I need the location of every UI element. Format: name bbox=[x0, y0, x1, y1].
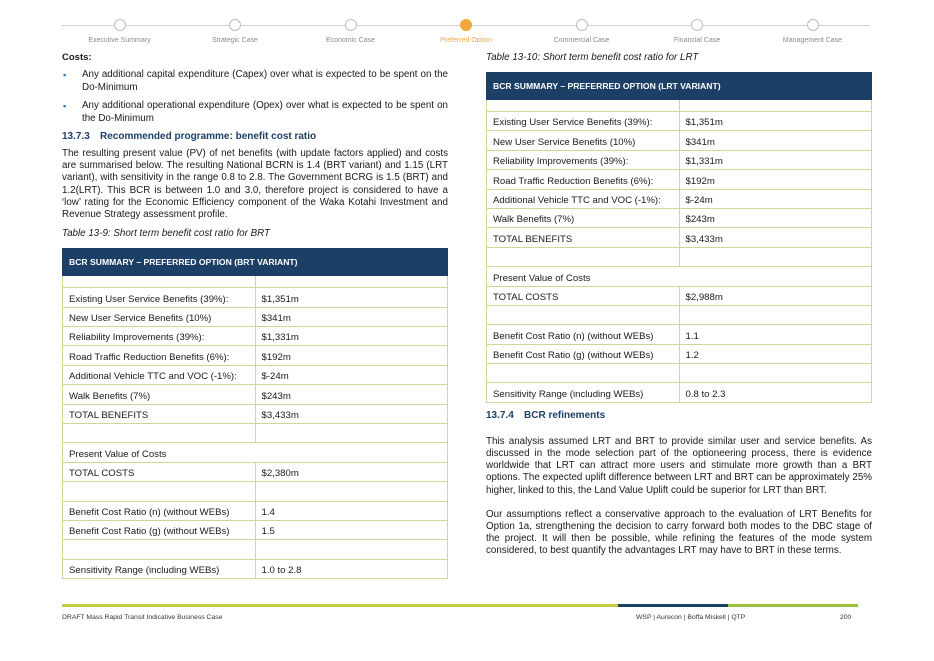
row-value: $2,988m bbox=[679, 286, 872, 305]
body-paragraph: The resulting present value (PV) of net benefits (with update factors applied) and costs are summarised below. The resulting National BCRN is 1.4 (BRT variant) and 1.15 (LRT variant), with sensitivity in the range 0.8 to 2.8. The Government BCRG is 1.5 (BRT) and 1.2(LRT). This BCR is between 1.0 and 3.0, therefore project is considered to have a ‘low’ rating for the Economic Efficiency component of the Waka Kotahi Investment and Revenue Strategy assessment profile. bbox=[62, 148, 448, 221]
body-paragraph: This analysis assumed LRT and BRT to provide similar user and service benefits. As discussed in the mode selection part of the optioneering process, there is evidence worldwide that LRT can attract more users and stimulate more growth than a BRT options. The expected uplift difference between LRT and BRT can be approximately 25% higher, linked to this, the Land Value Uplift could be superior for LRT than BRT. bbox=[486, 435, 872, 496]
row-label: Benefit Cost Ratio (g) (without WEBs) bbox=[63, 520, 256, 539]
list-item bbox=[62, 100, 448, 125]
table-row bbox=[487, 325, 872, 344]
table-row bbox=[487, 344, 872, 363]
nav-step-label: Strategic Case bbox=[212, 37, 258, 44]
row-value: $3,433m bbox=[255, 404, 448, 423]
row-label: Road Traffic Reduction Benefits (6%): bbox=[63, 346, 256, 365]
left-column bbox=[62, 52, 448, 579]
table-title: BCR SUMMARY – PREFERRED OPTION (BRT VARIANT) bbox=[63, 249, 448, 276]
row-value: $192m bbox=[255, 346, 448, 365]
table-header-row bbox=[63, 249, 448, 276]
row-label: Additional Vehicle TTC and VOC (-1%): bbox=[487, 189, 680, 208]
section-number: 13.7.4 bbox=[486, 409, 514, 421]
table-row bbox=[63, 346, 448, 365]
table-row bbox=[487, 170, 872, 189]
table-row bbox=[487, 189, 872, 208]
page-number: 200 bbox=[840, 614, 852, 621]
nav-step-label: Commercial Case bbox=[553, 37, 610, 44]
row-label: Existing User Service Benefits (39%): bbox=[63, 288, 256, 307]
row-label: Benefit Cost Ratio (n) (without WEBs) bbox=[63, 501, 256, 520]
step-dot-icon bbox=[114, 19, 126, 31]
table-row bbox=[487, 112, 872, 131]
bcr-table-lrt bbox=[486, 72, 872, 403]
row-value: $341m bbox=[679, 131, 872, 150]
table-row bbox=[63, 520, 448, 539]
nav-step-label: Management Case bbox=[782, 37, 843, 44]
row-label: Reliability Improvements (39%): bbox=[63, 327, 256, 346]
row-value: 1.5 bbox=[255, 520, 448, 539]
table-row bbox=[487, 150, 872, 169]
nav-step-preferred-option[interactable] bbox=[409, 18, 524, 44]
nav-step-commercial-case[interactable] bbox=[524, 18, 639, 44]
section-title: Recommended programme: benefit cost ratio bbox=[100, 131, 317, 142]
nav-step-economic-case[interactable] bbox=[293, 18, 408, 44]
row-label: Sensitivity Range (including WEBs) bbox=[63, 559, 256, 578]
row-value: $192m bbox=[679, 170, 872, 189]
row-value: $-24m bbox=[679, 189, 872, 208]
table-spacer-row bbox=[63, 276, 448, 288]
table-row bbox=[487, 131, 872, 150]
bullet-text: Any additional capital expenditure (Capex) over what is expected to be spent on the Do-Minimum bbox=[82, 69, 448, 93]
section-title: BCR refinements bbox=[524, 409, 606, 421]
row-label: Additional Vehicle TTC and VOC (-1%): bbox=[63, 365, 256, 384]
table-caption: Table 13-9: Short term benefit cost ratio for BRT bbox=[62, 228, 271, 240]
nav-step-label: Preferred Option bbox=[440, 37, 492, 44]
list-item bbox=[62, 69, 448, 94]
footer-authors: WSP | Aurecon | Boffa Miskell | QTP bbox=[636, 614, 746, 621]
row-value: 1.1 bbox=[679, 325, 872, 344]
table-row bbox=[63, 404, 448, 423]
row-label: Existing User Service Benefits (39%): bbox=[487, 112, 680, 131]
row-label: Benefit Cost Ratio (n) (without WEBs) bbox=[487, 325, 680, 344]
nav-step-label: Financial Case bbox=[673, 37, 721, 44]
step-dot-icon bbox=[345, 19, 357, 31]
row-value: $1,331m bbox=[255, 327, 448, 346]
row-label: New User Service Benefits (10%) bbox=[63, 307, 256, 326]
footer-document-title: DRAFT Mass Rapid Transit Indicative Business Case bbox=[62, 614, 223, 621]
square-bullet-icon: ▪ bbox=[63, 70, 67, 80]
row-label: Present Value of Costs bbox=[63, 443, 448, 462]
row-label: TOTAL BENEFITS bbox=[63, 404, 256, 423]
table-row bbox=[63, 501, 448, 520]
step-dot-active-icon bbox=[460, 19, 472, 31]
table-row bbox=[63, 385, 448, 404]
table-row bbox=[487, 228, 872, 247]
row-value: 1.4 bbox=[255, 501, 448, 520]
section-number: 13.7.3 bbox=[62, 131, 90, 142]
table-spacer-row bbox=[487, 364, 872, 383]
nav-step-label: Executive Summary bbox=[88, 37, 151, 44]
row-label: Benefit Cost Ratio (g) (without WEBs) bbox=[487, 344, 680, 363]
step-dot-icon bbox=[691, 19, 703, 31]
body-paragraph: Our assumptions reflect a conservative approach to the evaluation of LRT Benefits for Option 1a, strengthening the decision to carry forward both modes to the DBC stage of the project. It will then be possible, while refining the features of the mode system considered, to best quantify the advantages LRT may have to BRT in these terms. bbox=[486, 508, 872, 557]
table-row bbox=[63, 288, 448, 307]
table-row bbox=[487, 383, 872, 402]
footer-rule-navy bbox=[618, 604, 728, 607]
table-row bbox=[487, 267, 872, 286]
row-label: New User Service Benefits (10%) bbox=[487, 131, 680, 150]
row-value: $1,351m bbox=[679, 112, 872, 131]
table-row bbox=[63, 327, 448, 346]
bcr-table-brt bbox=[62, 248, 448, 579]
step-dot-icon bbox=[576, 19, 588, 31]
row-value: $243m bbox=[679, 208, 872, 227]
nav-step-label: Economic Case bbox=[325, 37, 376, 44]
footer-rule-lime bbox=[728, 604, 858, 607]
nav-step-executive-summary[interactable] bbox=[62, 18, 177, 44]
row-label: TOTAL BENEFITS bbox=[487, 228, 680, 247]
costs-bullet-list bbox=[62, 69, 448, 125]
row-value: 0.8 to 2.3 bbox=[679, 383, 872, 402]
table-row bbox=[63, 559, 448, 578]
row-value: $341m bbox=[255, 307, 448, 326]
table-spacer-row bbox=[63, 423, 448, 442]
table-spacer-row bbox=[63, 482, 448, 501]
nav-step-management-case[interactable] bbox=[755, 18, 870, 44]
table-spacer-row bbox=[487, 305, 872, 324]
row-value: $1,331m bbox=[679, 150, 872, 169]
row-label: Road Traffic Reduction Benefits (6%): bbox=[487, 170, 680, 189]
section-heading bbox=[62, 131, 448, 142]
row-value: 1.2 bbox=[679, 344, 872, 363]
table-header-row bbox=[487, 73, 872, 100]
bullet-text: Any additional operational expenditure (Opex) over what is expected to be spent on the Do-Minimum bbox=[82, 100, 448, 124]
table-row bbox=[63, 365, 448, 384]
square-bullet-icon: ▪ bbox=[63, 101, 67, 111]
table-row bbox=[487, 286, 872, 305]
footer-rule-green bbox=[62, 604, 618, 607]
table-row bbox=[63, 443, 448, 462]
row-label: Walk Benefits (7%) bbox=[487, 208, 680, 227]
table-spacer-row bbox=[487, 100, 872, 112]
step-dot-icon bbox=[807, 19, 819, 31]
table-spacer-row bbox=[487, 247, 872, 266]
row-value: $-24m bbox=[255, 365, 448, 384]
nav-step-strategic-case[interactable] bbox=[178, 18, 293, 44]
table-row bbox=[63, 307, 448, 326]
section-heading bbox=[486, 410, 872, 421]
row-label: Present Value of Costs bbox=[487, 267, 872, 286]
table-caption: Table 13-10: Short term benefit cost ratio for LRT bbox=[486, 52, 699, 63]
row-label: Walk Benefits (7%) bbox=[63, 385, 256, 404]
row-value: 1.0 to 2.8 bbox=[255, 559, 448, 578]
row-value: $1,351m bbox=[255, 288, 448, 307]
table-row bbox=[63, 462, 448, 481]
costs-heading: Costs: bbox=[62, 52, 92, 63]
row-label: Sensitivity Range (including WEBs) bbox=[487, 383, 680, 402]
row-label: Reliability Improvements (39%): bbox=[487, 150, 680, 169]
row-value: $2,380m bbox=[255, 462, 448, 481]
right-column bbox=[486, 52, 872, 558]
row-value: $3,433m bbox=[679, 228, 872, 247]
section-progress-nav bbox=[62, 18, 870, 48]
row-value: $243m bbox=[255, 385, 448, 404]
row-label: TOTAL COSTS bbox=[63, 462, 256, 481]
step-dot-icon bbox=[229, 19, 241, 31]
nav-step-financial-case[interactable] bbox=[640, 18, 755, 44]
table-row bbox=[487, 208, 872, 227]
row-label: TOTAL COSTS bbox=[487, 286, 680, 305]
table-title: BCR SUMMARY – PREFERRED OPTION (LRT VARIANT) bbox=[487, 73, 872, 100]
table-spacer-row bbox=[63, 540, 448, 559]
